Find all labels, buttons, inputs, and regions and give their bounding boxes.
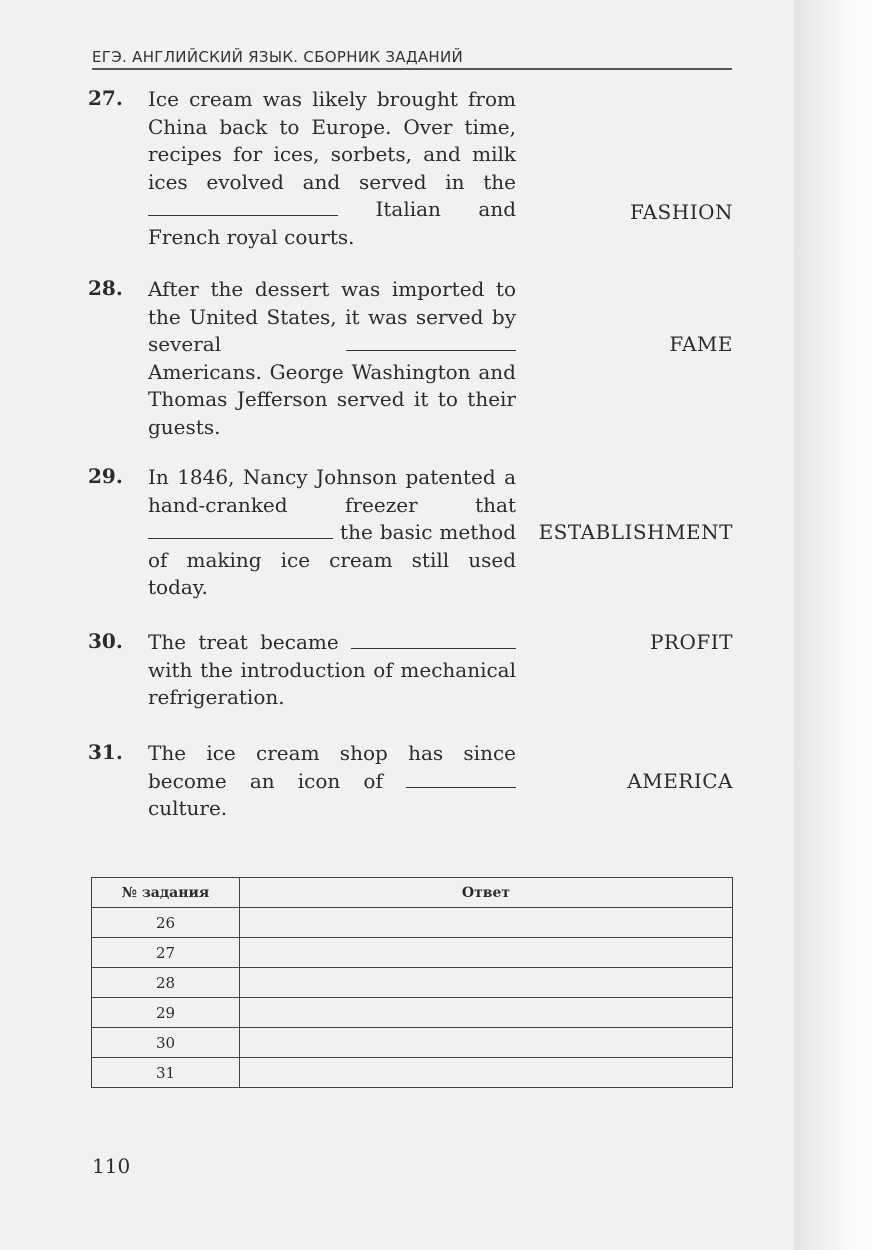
task-text-after: Americans. George Washington and Thomas Jefferson served it to their guests. — [148, 359, 516, 439]
task-number-cell: 29 — [92, 998, 240, 1028]
answer-cell[interactable] — [240, 968, 733, 998]
answer-cell[interactable] — [240, 938, 733, 968]
stem-word: ESTABLISHMENT — [538, 520, 733, 544]
task-text-after: with the introduction of mechanical refrigeration. — [148, 657, 516, 709]
task-number-cell: 27 — [92, 938, 240, 968]
task-number: 29. — [88, 464, 123, 488]
task-text-after: Italian and French royal courts. — [148, 197, 516, 249]
answer-gap — [148, 197, 338, 216]
task-text-before: The ice cream shop has since become an icon of — [148, 741, 516, 793]
task-text — [148, 629, 516, 712]
stem-word: AMERICA — [627, 769, 733, 793]
table-row — [92, 998, 733, 1028]
task-text — [148, 86, 516, 251]
table-row — [92, 1058, 733, 1088]
task-number: 30. — [88, 629, 123, 653]
answer-table-header — [92, 878, 733, 908]
answer-gap — [346, 332, 516, 351]
task-text-before: In 1846, Nancy Johnson patented a hand-cranked freezer that — [148, 465, 516, 517]
stem-word: FASHION — [629, 200, 733, 224]
answer-table — [91, 877, 733, 1088]
answer-cell[interactable] — [240, 1058, 733, 1088]
task-number: 27. — [88, 86, 123, 110]
answer-cell[interactable] — [240, 908, 733, 938]
task-number-cell: 28 — [92, 968, 240, 998]
answer-cell[interactable] — [240, 1028, 733, 1058]
table-row — [92, 908, 733, 938]
stem-word: PROFIT — [649, 630, 733, 654]
task-number-cell: 31 — [92, 1058, 240, 1088]
task-number-cell: 26 — [92, 908, 240, 938]
column-header-task-number: № задания — [92, 878, 240, 908]
answer-gap — [351, 630, 516, 649]
table-row — [92, 968, 733, 998]
running-head: ЕГЭ. АНГЛИЙСКИЙ ЯЗЫК. СБОРНИК ЗАДАНИЙ — [92, 48, 732, 70]
task-number: 28. — [88, 276, 123, 300]
task-text-before: After the dessert was imported to the United States, it was served by several — [148, 277, 516, 356]
table-row — [92, 938, 733, 968]
answer-gap — [148, 520, 333, 539]
task-text-after: culture. — [148, 796, 228, 820]
task-text-before: The treat became — [148, 630, 351, 654]
stem-word: FAME — [669, 332, 733, 356]
task-text-before: Ice cream was likely brought from China back to Europe. Over time, recipes for ices, sorbets, and milk ices evolved and served in the — [148, 87, 516, 194]
task-number-cell: 30 — [92, 1028, 240, 1058]
task-number: 31. — [88, 740, 123, 764]
table-row — [92, 1028, 733, 1058]
task-text — [148, 464, 516, 602]
task-text-after: the basic method of making ice cream still used today. — [148, 520, 516, 599]
answer-cell[interactable] — [240, 998, 733, 1028]
page-edge-shadow — [794, 0, 889, 1250]
task-text — [148, 276, 516, 441]
page-number: 110 — [92, 1154, 131, 1178]
task-text — [148, 740, 516, 823]
answer-gap — [406, 769, 516, 788]
column-header-answer: Ответ — [240, 878, 733, 908]
